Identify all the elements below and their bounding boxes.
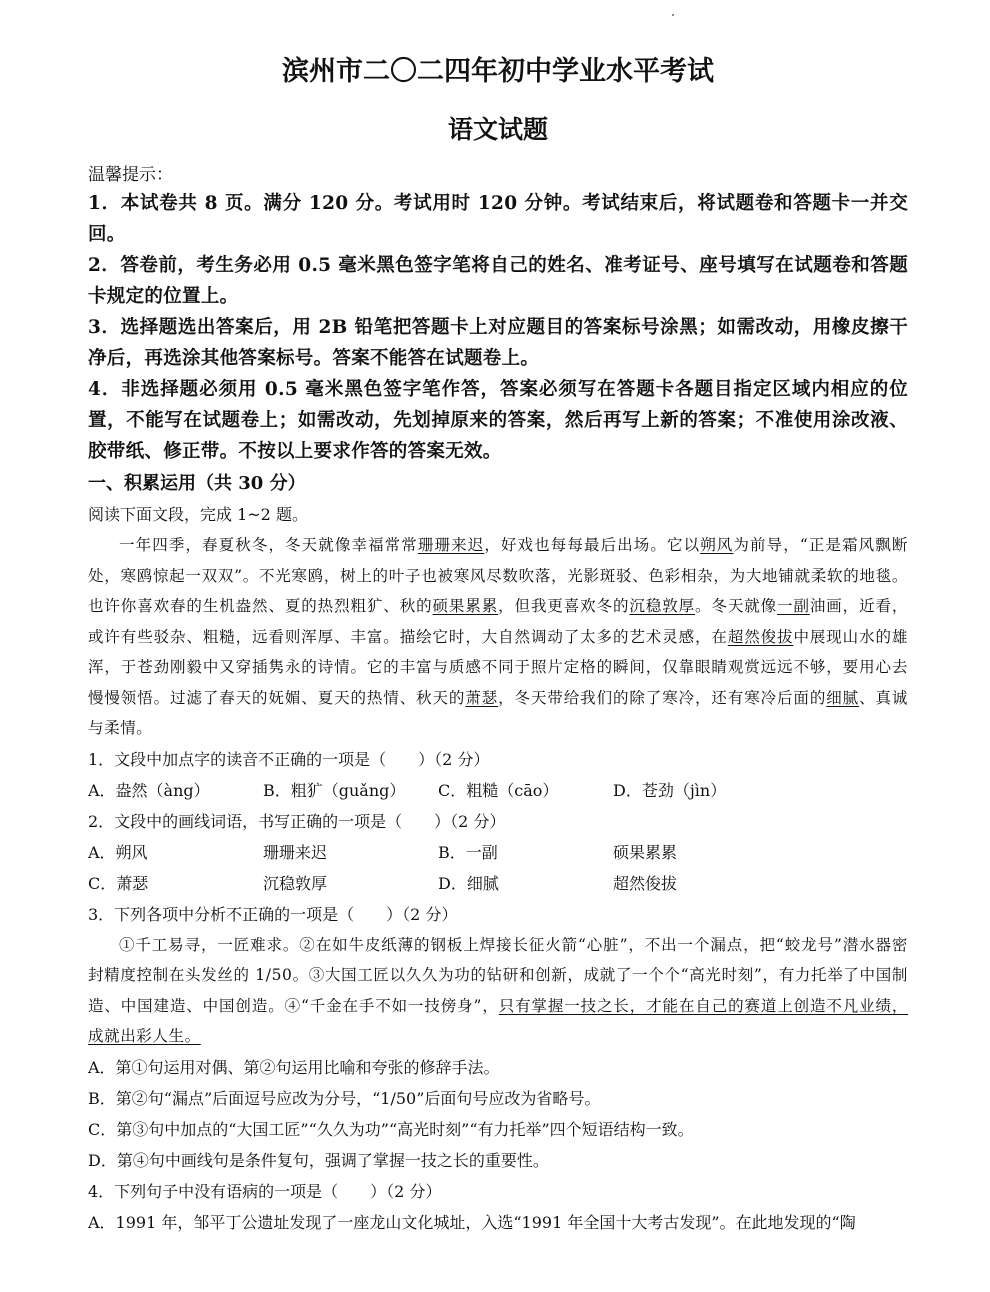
question-3-option-d: D．第④句中画线句是条件复句，强调了掌握一技之长的重要性。 — [88, 1150, 549, 1170]
underlined-word: 朔风 — [700, 536, 734, 554]
underlined-word: 硕果累累 — [432, 597, 499, 615]
question-3-option-a: A．第①句运用对偶、第②句运用比喻和夸张的修辞手法。 — [88, 1057, 500, 1077]
option-d-word: 超然俊拔 — [613, 873, 678, 893]
page-title: 滨州市二〇二四年初中学业水平考试 — [282, 56, 714, 87]
underlined-word: 沉稳敦厚 — [629, 597, 696, 615]
question-3-option-b: B．第②句“漏点”后面逗号应改为分号，“1/50”后面句号应改为省略号。 — [88, 1088, 601, 1108]
option-a: A．朔风 — [88, 842, 148, 862]
exam-page — [88, 52, 908, 1238]
option-d: D．细腻 — [438, 873, 499, 893]
question-4-option-a: A．1991 年，邹平丁公遗址发现了一座龙山文化城址，入选“1991 年全国十大考古发现”。在此地发现的“陶 — [88, 1212, 856, 1232]
option-c: C．粗糙（cāo） — [438, 780, 559, 800]
scan-dot — [672, 14, 674, 16]
option-d: D．苍劲（jìn） — [613, 780, 727, 800]
question-1-options — [88, 775, 908, 806]
underlined-word: 萧瑟 — [465, 688, 499, 707]
underlined-sentence: 只有掌握一技之长，才能在自己的赛道上创造不凡业绩，成就出彩人生。 — [88, 996, 908, 1045]
question-1-stem: 1．文段中加点字的读音不正确的一项是（ ）（2 分） — [88, 749, 490, 769]
option-b: B．一副 — [438, 842, 498, 862]
option-c: C．萧瑟 — [88, 873, 149, 893]
underlined-word: 超然俊拔 — [727, 627, 794, 646]
tips-heading: 温馨提示： — [88, 165, 173, 185]
tip-rule-1: 1．本试卷共 8 页。满分 120 分。考试用时 120 分钟。考试结束后，将试题卷和答题卡一并交回。 — [88, 193, 908, 245]
option-c-word: 沉稳敦厚 — [263, 873, 328, 893]
section-heading: 一、积累运用（共 30 分） — [88, 473, 306, 494]
question-2-stem: 2．文段中的画线词语，书写正确的一项是（ ）（2 分） — [88, 811, 506, 831]
option-a: A．盎然（àng） — [88, 780, 210, 800]
reading-passage: 一年四季，春夏秋冬，冬天就像幸福常常珊珊来迟，好戏也每每最后出场。它以朔风为前导，“正是霜风飘断处，寒鸥惊起一双双”。不光寒鸥，树上的叶子也被寒风尽数吹落，光影斑驳、色彩相杂，为大地铺就柔软的地毯。也许你喜欢春的生机盎然、夏的热烈粗犷、秋的硕果累累，但我更喜欢冬的沉稳敦厚。冬天就像一副油画，近看，或许有些驳杂、粗糙，远看则浑厚、丰富。描绘它时，大自然调动了太多的艺术灵感，在超然俊拔中展现山水的雄浑，于苍劲刚毅中又穿插隽永的诗情。它的丰富与质感不同于照片定格的瞬间，仅靠眼睛观赏远远不够，要用心去慢慢领悟。过滤了春天的妩媚、夏天的热情、秋天的萧瑟，冬天带给我们的除了寒冷，还有寒冷后面的细腻、真诚与柔情。 — [88, 536, 909, 737]
question-3-passage: ①千工易寻，一匠难求。②在如牛皮纸薄的钢板上焊接长征火箭“心脏”，不出一个漏点，把“蛟龙号”潜水器密封精度控制在头发丝的 1/50。③大国工匠以久久为功的钻研和创新，成就了一个个“高光时刻”，有力托举了中国制造、中国建造、中国创造。④“千金在手不如一技傍身”，只有掌握一技之长，才能在自己的赛道上创造不凡业绩，成就出彩人生。 — [88, 935, 908, 1045]
reading-instruction: 阅读下面文段，完成 1~2 题。 — [88, 505, 308, 524]
option-b-word: 硕果累累 — [613, 842, 678, 862]
underlined-word: 珊珊来迟 — [417, 536, 485, 554]
question-3-option-c: C．第③句中加点的“大国工匠”“久久为功”“高光时刻”“有力托举”四个短语结构一致。 — [88, 1119, 694, 1139]
tip-rule-2: 2．答卷前，考生务必用 0.5 毫米黑色签字笔将自己的姓名、准考证号、座号填写在试题卷和答题卡规定的位置上。 — [88, 255, 908, 307]
underlined-word: 一副 — [777, 597, 810, 615]
tip-rule-4: 4．非选择题必须用 0.5 毫米黑色签字笔作答，答案必须写在答题卡各题目指定区域内相应的位置，不能写在试题卷上；如需改动，先划掉原来的答案，然后再写上新的答案；不准使用涂改液、胶带纸、修正带。不按以上要求作答的答案无效。 — [88, 379, 908, 462]
tip-rule-3: 3．选择题选出答案后，用 2B 铅笔把答题卡上对应题目的答案标号涂黑；如需改动，用橡皮擦干净后，再选涂其他答案标号。答案不能答在试题卷上。 — [88, 317, 908, 369]
page-subtitle: 语文试题 — [447, 115, 548, 144]
option-b: B．粗犷（guǎng） — [263, 780, 406, 800]
question-4-stem: 4．下列句子中没有语病的一项是（ ）（2 分） — [88, 1181, 442, 1201]
option-a-word: 珊珊来迟 — [263, 842, 328, 862]
question-2-options — [88, 837, 908, 899]
question-3-stem: 3．下列各项中分析不正确的一项是（ ）（2 分） — [88, 904, 458, 924]
underlined-word: 细腻 — [826, 688, 860, 707]
